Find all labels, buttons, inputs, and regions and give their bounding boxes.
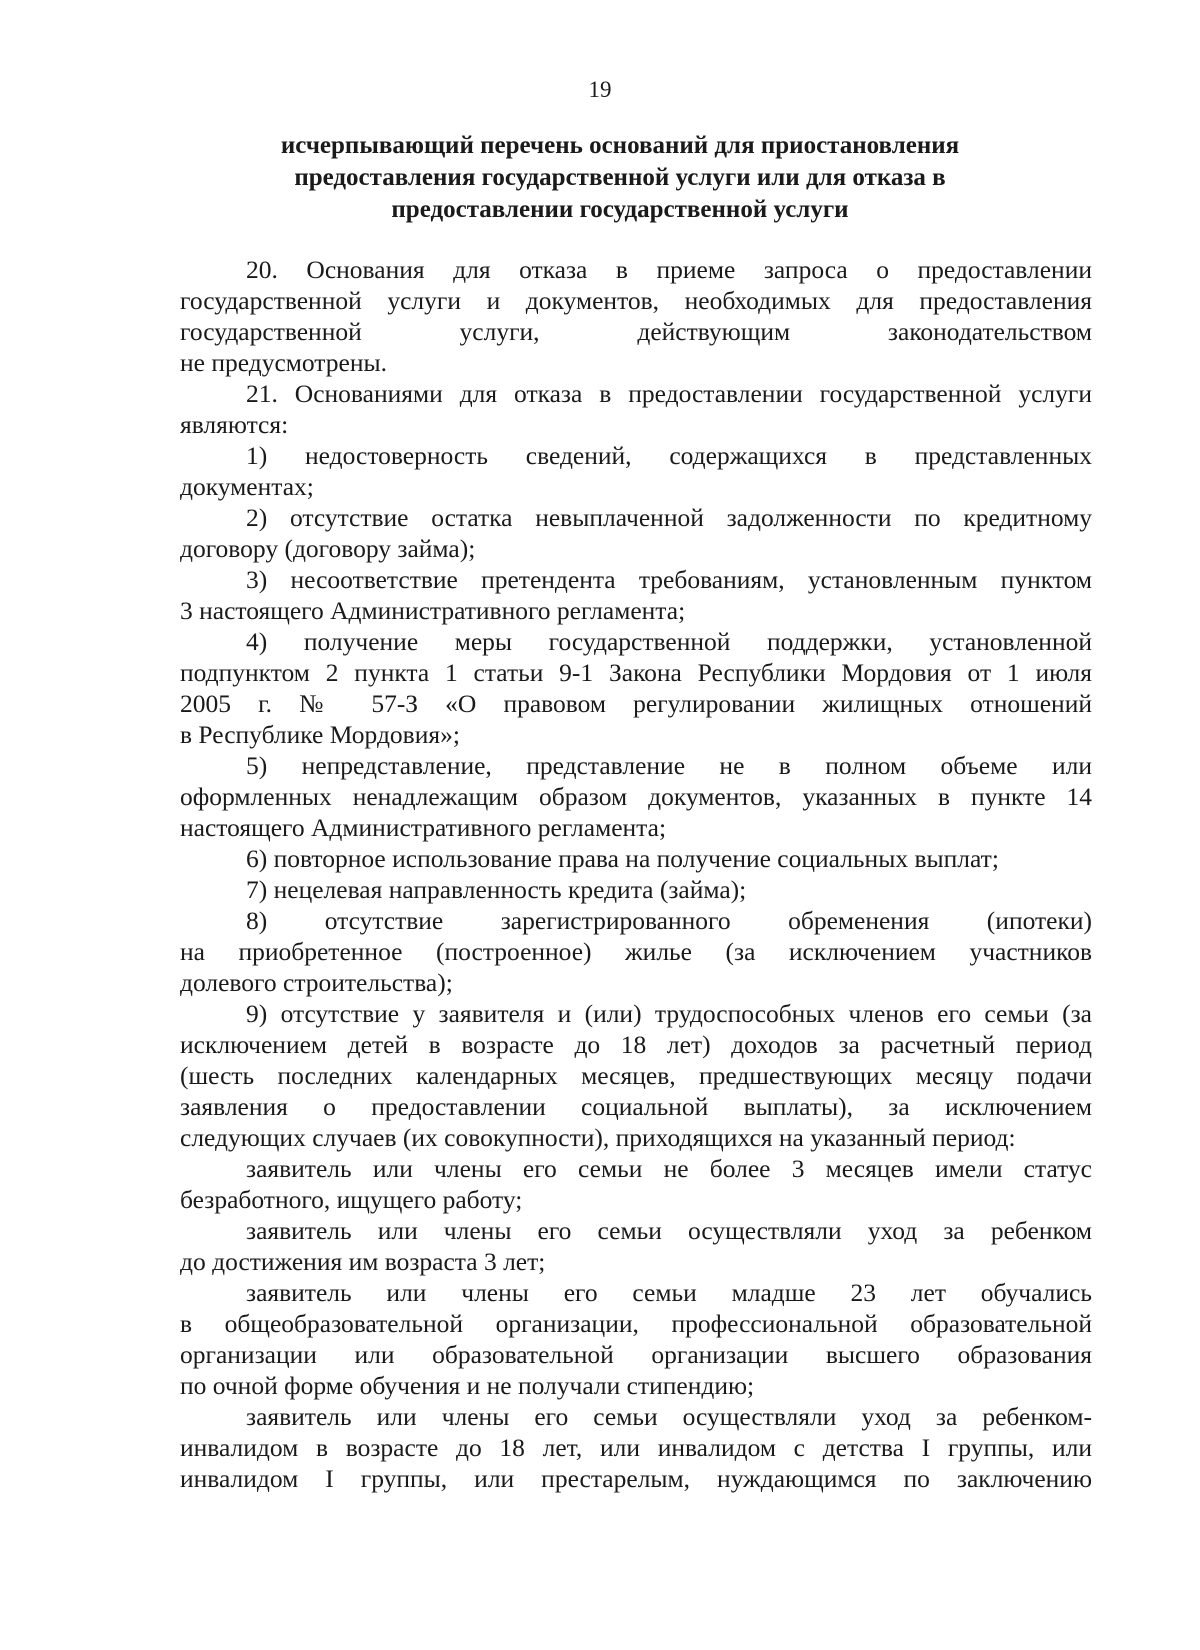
text-line: безработного, ищущего работу; xyxy=(180,1185,523,1214)
text-line: являются: xyxy=(180,410,289,439)
paragraph xyxy=(180,378,1092,440)
text-line: оформленных ненадлежащим образом документов, указанных в пункте 14 xyxy=(180,782,1092,811)
paragraph xyxy=(180,1215,1092,1277)
text-line: не предусмотрены. xyxy=(180,348,387,377)
text-line: 9) отсутствие у заявителя и (или) трудоспособных членов его семьи (за xyxy=(246,999,1092,1028)
text-line: государственной услуги и документов, необходимых для предоставления xyxy=(180,286,1092,315)
text-line: 20. Основания для отказа в приеме запроса о предоставлении xyxy=(246,255,1092,284)
text-line: 5) непредставление, представление не в полном объеме или xyxy=(246,751,1092,780)
text-line: в Республике Мордовия»; xyxy=(180,720,460,749)
paragraph xyxy=(180,1153,1092,1215)
text-line: 2) отсутствие остатка невыплаченной задолженности по кредитному xyxy=(246,503,1092,532)
text-line: на приобретенное (построенное) жилье (за исключением участников xyxy=(180,937,1092,966)
text-line: 4) получение меры государственной поддержки, установленной xyxy=(246,627,1092,656)
text-line: 7) нецелевая направленность кредита (займа); xyxy=(246,875,747,904)
text-line: заявитель или члены его семьи не более 3 месяцев имели статус xyxy=(246,1154,1092,1183)
text-line: государственной услуги, действующим законодательством xyxy=(180,317,1092,346)
text-line: 3) несоответствие претендента требованиям, установленным пунктом xyxy=(246,565,1092,594)
paragraph xyxy=(180,502,1092,564)
text-line: 1) недостоверность сведений, содержащихся в представленных xyxy=(246,441,1092,470)
text-line: исключением детей в возрасте до 18 лет) доходов за расчетный период xyxy=(180,1030,1092,1059)
heading-line: предоставлении государственной услуги xyxy=(391,196,849,223)
text-line: инвалидом в возрасте до 18 лет, или инвалидом с детства I группы, или xyxy=(180,1433,1092,1462)
text-line: в общеобразовательной организации, профессиональной образовательной xyxy=(180,1309,1092,1338)
page-number: 19 xyxy=(588,77,612,102)
text-line: до достижения им возраста 3 лет; xyxy=(180,1247,546,1276)
text-line: 6) повторное использование права на получение социальных выплат; xyxy=(246,844,999,873)
paragraph xyxy=(180,564,1092,626)
heading-line: исчерпывающий перечень оснований для приостановления xyxy=(280,132,960,159)
text-line: 8) отсутствие зарегистрированного обременения (ипотеки) xyxy=(246,906,1092,935)
text-line: по очной форме обучения и не получали стипендию; xyxy=(180,1371,755,1400)
section-heading xyxy=(240,130,1000,226)
text-line: подпунктом 2 пункта 1 статьи 9-1 Закона Республики Мордовия от 1 июля xyxy=(180,658,1092,687)
text-line: долевого строительства); xyxy=(180,968,453,997)
text-line: заявления о предоставлении социальной выплаты), за исключением xyxy=(180,1092,1092,1121)
paragraph xyxy=(180,1401,1092,1494)
paragraph xyxy=(180,1277,1092,1401)
text-line: следующих случаев (их совокупности), приходящихся на указанный период: xyxy=(180,1123,1016,1152)
text-line: договору (договору займа); xyxy=(180,534,476,563)
text-line: организации или образовательной организации высшего образования xyxy=(180,1340,1092,1369)
paragraph xyxy=(180,254,1092,378)
paragraph xyxy=(180,440,1092,502)
heading-line: предоставления государственной услуги или для отказа в xyxy=(294,164,946,191)
paragraph xyxy=(180,905,1092,998)
text-line: 2005 г. № 57-З «О правовом регулировании жилищных отношений xyxy=(180,689,1092,718)
text-line: настоящего Административного регламента; xyxy=(180,813,667,842)
document-body xyxy=(180,254,1092,1494)
paragraph xyxy=(180,626,1092,750)
text-line: документах; xyxy=(180,472,314,501)
paragraph xyxy=(180,750,1092,843)
text-line: инвалидом I группы, или престарелым, нуждающимся по заключению xyxy=(180,1464,1092,1493)
text-line: заявитель или члены его семьи осуществляли уход за ребенком- xyxy=(246,1402,1092,1431)
paragraph xyxy=(180,843,1092,874)
text-line: 3 настоящего Административного регламента; xyxy=(180,596,686,625)
text-line: (шесть последних календарных месяцев, предшествующих месяцу подачи xyxy=(180,1061,1092,1090)
text-line: заявитель или члены его семьи младше 23 лет обучались xyxy=(246,1278,1092,1307)
text-line: заявитель или члены его семьи осуществляли уход за ребенком xyxy=(246,1216,1092,1245)
paragraph xyxy=(180,874,1092,905)
text-line: 21. Основаниями для отказа в предоставлении государственной услуги xyxy=(246,379,1092,408)
paragraph xyxy=(180,998,1092,1153)
